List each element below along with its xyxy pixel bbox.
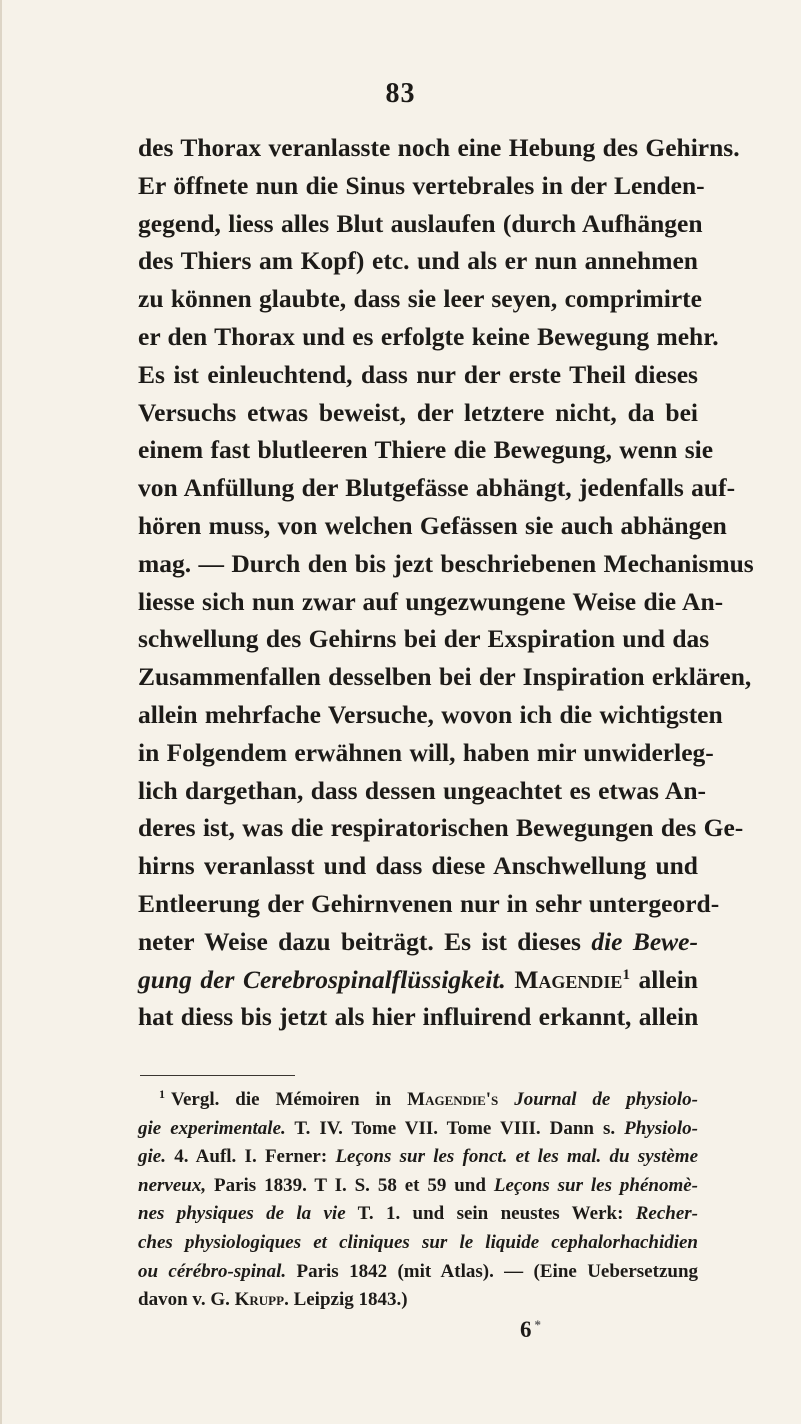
footnote [138,1086,698,1315]
text-line [138,469,736,507]
text-run: von Anfüllung der Blutgefässe abhängt, jedenfalls auf- [138,473,736,503]
text-line [138,129,740,167]
text-run: nerveux, [138,1174,207,1196]
text-line [138,620,710,658]
text-run: hören muss, von welchen Gefässen sie auch abhängen [138,510,727,540]
text-run: ches physiologiques et cliniques sur le liquide cephalorhachidien [138,1231,698,1253]
text-line [138,205,703,243]
text-line [138,167,705,205]
footnote-line [138,1115,698,1144]
text-line [138,545,754,583]
signature-star: * [534,1317,541,1332]
footnote-line [138,1229,698,1258]
text-line [138,583,724,621]
text-line [138,998,698,1036]
text-run: ou cérébro-spinal. [138,1260,287,1282]
text-run: Physiolo- [624,1117,698,1139]
footnote-line [138,1200,698,1229]
text-run: gie experimentale. [138,1117,286,1139]
text-run: davon v. G. [138,1289,235,1311]
text-run: Leçons sur les phénomè- [493,1174,699,1196]
text-run: Magendie [514,964,623,994]
text-line [138,923,698,961]
text-run: hirns veranlasst und dass diese Anschwellung und [138,851,698,881]
text-run: Krupp [234,1289,285,1311]
text-line [138,961,698,999]
text-run: Journal de physiolo- [514,1089,699,1110]
text-run: Recher- [635,1203,698,1225]
text-run: T. IV. Tome VII. Tome VIII. Dann s. [285,1117,625,1139]
text-run: schwellung des Gehirns bei der Exspiration und das [138,624,710,654]
text-run: . Leipzig 1843.) [284,1289,408,1311]
text-run: Vergl. die Mémoiren in [171,1089,408,1110]
text-run: gegend, liess alles Blut auslaufen (durch Aufhängen [138,208,703,238]
text-run: gie. [138,1146,166,1168]
main-text [138,129,754,1036]
text-run: Entleerung der Gehirnvenen nur in sehr untergeord- [138,888,720,918]
text-run: zu können glaubte, dass sie leer seyen, comprimirte [138,284,702,314]
text-run: Er öffnete nun die Sinus vertebrales in der Lenden- [138,170,705,200]
text-run: gung der Cerebrospinalflüssigkeit. [138,964,506,994]
text-line [138,318,719,356]
text-run: Leçons sur les fonct. et les mal. du système [335,1146,698,1168]
text-run: 4. Aufl. I. Ferner: [165,1146,336,1168]
text-line [138,847,698,885]
text-run: deres ist, was die respiratorischen Bewegungen des Ge- [138,813,744,843]
text-run: lich dargethan, dass dessen ungeachtet es etwas An- [138,775,707,805]
text-run: des Thiers am Kopf) etc. und als er nun annehmen [138,246,698,276]
signature-number: 6 [520,1317,532,1342]
text-run: hat diess bis jetzt als hier influirend erkannt, allein [138,1002,699,1032]
footnote-line [138,1172,698,1201]
text-line [138,507,727,545]
footnote-line [138,1286,698,1315]
signature-mark [520,1317,541,1343]
text-run: allein mehrfache Versuche, wovon ich die wichtigsten [138,699,723,729]
text-run: die Bewe- [591,926,698,956]
text-run: des Thorax veranlasste noch eine Hebung des Gehirns. [138,133,740,162]
text-line [138,696,723,734]
text-run: T. 1. und sein neustes Werk: [345,1203,636,1225]
text-line [138,356,698,394]
text-line [138,809,744,847]
text-run: liesse sich nun zwar auf ungezwungene Weise die An- [138,586,724,616]
text-run: allein [629,964,698,994]
text-run: neter Weise dazu beiträgt. Es ist dieses [138,926,592,956]
text-run: Es ist einleuchtend, dass nur der erste Theil dieses [138,359,698,389]
page-number: 83 [385,78,416,109]
text-run: er den Thorax und es erfolgte keine Bewegung mehr. [138,321,719,351]
text-line [138,242,698,280]
footnote-line [138,1258,698,1287]
text-run: Versuchs etwas beweist, der letztere nicht, da bei [138,397,698,427]
text-run: einem fast blutleeren Thiere die Bewegung, wenn sie [138,435,714,465]
text-line [138,772,707,810]
text-run: 1 [159,1087,165,1101]
text-line [138,885,720,923]
text-run: nes physiques de la vie [138,1203,346,1225]
footnote-line [138,1143,698,1172]
text-run [498,1089,514,1110]
text-line [138,394,698,432]
binding-edge [0,0,2,1424]
text-run: Paris 1842 (mit Atlas). — (Eine Uebersetzung [286,1260,699,1282]
footnote-line [138,1086,698,1115]
text-run: Paris 1839. T I. S. 58 et 59 und [206,1174,494,1196]
text-run: 1 [622,966,630,983]
text-run: Zusammenfallen desselben bei der Inspiration erklären, [138,662,752,692]
footnote-separator [140,1075,295,1076]
text-run: Magendie's [407,1089,499,1110]
text-line [138,658,752,696]
text-run: in Folgendem erwähnen will, haben mir unwiderleg- [138,737,714,767]
text-line [138,734,714,772]
text-line [138,431,714,469]
text-line [138,280,702,318]
text-run: mag. — Durch den bis jezt beschriebenen Mechanismus [138,548,754,578]
